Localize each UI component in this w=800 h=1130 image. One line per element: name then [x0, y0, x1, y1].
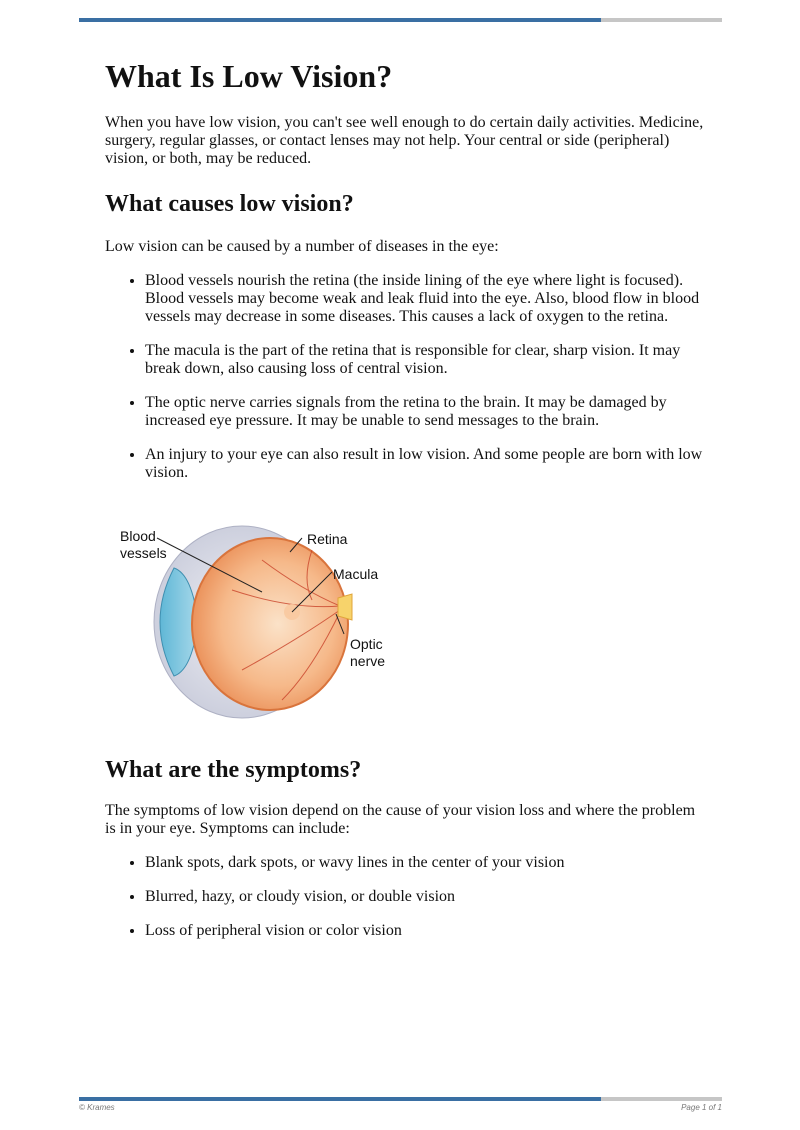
header-progress-bar: [79, 18, 722, 22]
list-item: • Blood vessels nourish the retina (the inside lining of the eye where light is focused). Blood vessels may become weak and leak fluid into the eye. Also, blood flow in blood vessels may decrease in some diseases. This causes a lack of oxygen to the retina.: [145, 272, 705, 326]
label-optic-nerve: Optic nerve: [350, 636, 386, 669]
list-item: • The optic nerve carries signals from the retina to the brain. It may be damaged by increased eye pressure. It may be unable to send messages to the brain.: [145, 394, 705, 430]
list-item: • Loss of peripheral vision or color vision: [145, 922, 705, 940]
footer-progress-bar: [79, 1097, 722, 1101]
label-blood-vessels: Blood vessels: [120, 528, 167, 561]
label-macula: Macula: [333, 566, 379, 582]
symptoms-heading: What are the symptoms?: [105, 757, 362, 783]
list-item: • Blank spots, dark spots, or wavy lines in the center of your vision: [145, 854, 705, 872]
list-item: • Blurred, hazy, or cloudy vision, or double vision: [145, 888, 705, 906]
causes-list: [105, 272, 705, 482]
label-retina: Retina: [307, 531, 348, 547]
document-body: [105, 56, 705, 498]
list-item: • An injury to your eye can also result in low vision. And some people are born with low vision.: [145, 446, 705, 482]
footer-copyright: © Krames: [79, 1103, 115, 1112]
page-title: What Is Low Vision?: [105, 58, 393, 94]
symptoms-list: [105, 854, 705, 940]
causes-heading: What causes low vision?: [105, 191, 354, 217]
symptoms-section: [105, 755, 705, 956]
footer-page-number: Page 1 of 1: [681, 1103, 722, 1112]
causes-lead: Low vision can be caused by a number of diseases in the eye:: [105, 238, 499, 255]
list-item: • The macula is the part of the retina that is responsible for clear, sharp vision. It may break down, also causing loss of central vision.: [145, 342, 705, 378]
intro-paragraph: When you have low vision, you can't see well enough to do certain daily activities. Medicine, surgery, regular glasses, or contact lenses may not help. Your central or side (peripheral) vision, or both, may be reduced.: [105, 114, 704, 167]
eye-anatomy-figure: [112, 520, 402, 730]
symptoms-lead: The symptoms of low vision depend on the cause of your vision loss and where the problem is in your eye. Symptoms can include:: [105, 802, 696, 837]
